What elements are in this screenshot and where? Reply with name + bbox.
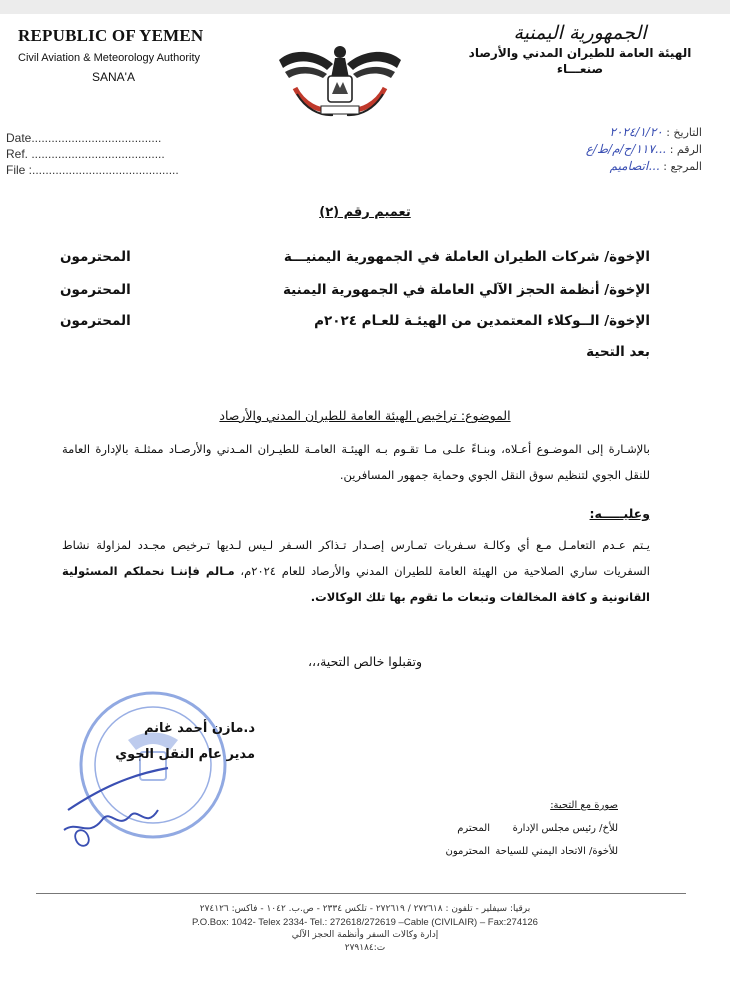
subject-line bbox=[0, 408, 730, 423]
ref-row-ar bbox=[586, 141, 702, 158]
top-strip bbox=[0, 0, 730, 14]
footer bbox=[0, 903, 730, 955]
addressee-row bbox=[60, 249, 650, 269]
copy-to: للأخوة/ الاتحاد اليمني للسياحة bbox=[495, 846, 618, 857]
closing-line: وتقبلوا خالص التحية،،، bbox=[308, 654, 422, 669]
circular-title: تعميم رقم (٢) bbox=[319, 205, 411, 220]
footer-contact-ar: برقيا: سيفلير - تلفون : ٢٧٢٦١٨ / ٢٧٢٦١٩ - تلكس ٢٣٣٤ - ص.ب. ١٠٤٢ - فاكس: ٢٧٤١٢٦ bbox=[199, 904, 531, 914]
file-field-en: File :............................................ bbox=[6, 163, 179, 177]
date-row-ar bbox=[586, 124, 702, 141]
copy-to: للأخ/ رئيس مجلس الإدارة bbox=[512, 823, 618, 834]
ref-label-ar: الرقم : bbox=[669, 143, 702, 156]
footer-contact-en: P.O.Box: 1042- Telex 2334- Tel.: 272618/272619 –Cable (CIVILAIR) – Fax:274126 bbox=[192, 917, 538, 928]
addressee-resp: المحترمون bbox=[60, 249, 131, 265]
addressee-to: الإخوة/ أنظمة الحجز الآلي العاملة في الجمهورية اليمنية bbox=[282, 282, 650, 298]
yemen-eagle-emblem-icon bbox=[275, 38, 405, 120]
addressee-row bbox=[60, 313, 650, 333]
paragraph-intro: بالإشـارة إلى الموضـوع أعـلاه، وبنـاءً علـى مـا تقـوم بـه الهيئـة العامـة للطيـران المـدني والأرصـاد ممثلـة بالإدارة العامة للنقل الجوي لتنظيم سوق النقل الجوي وحماية جمهور المسافرين. bbox=[62, 442, 650, 482]
copies-header-text: صورة مع التحية: bbox=[550, 800, 618, 811]
country-en: REPUBLIC OF YEMEN bbox=[18, 26, 204, 45]
letterhead-arabic bbox=[450, 22, 710, 76]
directive-text: يـتم عـدم التعامـل مـع أي وكالـة سـفريات تمـارس إصـدار تـذاكر السـفر لـيس لـديها تـرخيص مجـدد لمزاولة نشاط السفريات ساري الصلاحية من الهيئة العامة للطيران المدني والأرصاد للعام ٢٠٢٤م، bbox=[62, 538, 650, 578]
addressee-resp: المحترمون bbox=[60, 313, 131, 329]
city-en: SANA'A bbox=[92, 70, 135, 84]
footer-extension: ت:٢٧٩١٨٤ bbox=[344, 943, 386, 953]
signatory-name: د.مازن أحمد غانم bbox=[143, 721, 255, 736]
ref-value-ar: ...١١٧/ح/م/ط/ع bbox=[585, 142, 667, 156]
file-label-ar: المرجع : bbox=[663, 160, 702, 173]
city-ar: صنعـــاء bbox=[556, 62, 604, 76]
footer-department: إدارة وكالات السفر وأنظمة الحجز الآلي bbox=[291, 930, 439, 940]
subject-text: الموضوع: تراخيص الهيئة العامة للطيران المدني والأرصاد bbox=[219, 408, 511, 423]
date-label-ar: التاريخ : bbox=[666, 126, 702, 139]
addressee-row bbox=[60, 282, 650, 302]
meta-arabic bbox=[586, 124, 702, 175]
file-value-ar: ...اتصاميم bbox=[609, 159, 660, 173]
therefore-heading: وعليـــــه: bbox=[589, 506, 650, 521]
copy-resp: المحترم bbox=[457, 823, 490, 834]
footer-divider bbox=[36, 893, 686, 894]
letterhead-english bbox=[18, 26, 248, 84]
addressee-resp: المحترمون bbox=[60, 282, 131, 298]
directive-warning: مـالم فإننـا نحملكم المسئولية القانونية و كافة المخالفات وتبعات ما تقوم بها تلك الوكالات. bbox=[62, 564, 650, 604]
authority-ar: الهيئة العامة للطيران المدني والأرصاد bbox=[468, 46, 692, 60]
copy-resp: المحترمون bbox=[445, 846, 490, 857]
meta-english bbox=[6, 130, 179, 178]
copies-header bbox=[550, 800, 618, 811]
country-ar: الجمهورية اليمنية bbox=[513, 22, 647, 44]
greeting: بعد التحية bbox=[586, 344, 650, 360]
signatory-title: مدير عام النقل الجوي bbox=[115, 747, 255, 762]
addressee-to: الإخوة/ شركات الطيران العاملة في الجمهورية اليمنيـــة bbox=[283, 249, 650, 265]
official-stamp-icon bbox=[58, 680, 248, 860]
authority-en: Civil Aviation & Meteorology Authority bbox=[18, 52, 200, 64]
date-field-en: Date....................................... bbox=[6, 131, 162, 145]
ref-field-en: Ref. ........................................ bbox=[6, 147, 165, 161]
paragraph-directive bbox=[62, 532, 650, 610]
file-row-ar bbox=[586, 158, 702, 175]
date-value-ar: ٢٠٢٤/١/٢٠ bbox=[609, 125, 663, 139]
addressee-to: الإخوة/ الــوكلاء المعتمدين من الهيئـة للعـام ٢٠٢٤م bbox=[314, 313, 650, 329]
signature-block bbox=[115, 716, 255, 768]
